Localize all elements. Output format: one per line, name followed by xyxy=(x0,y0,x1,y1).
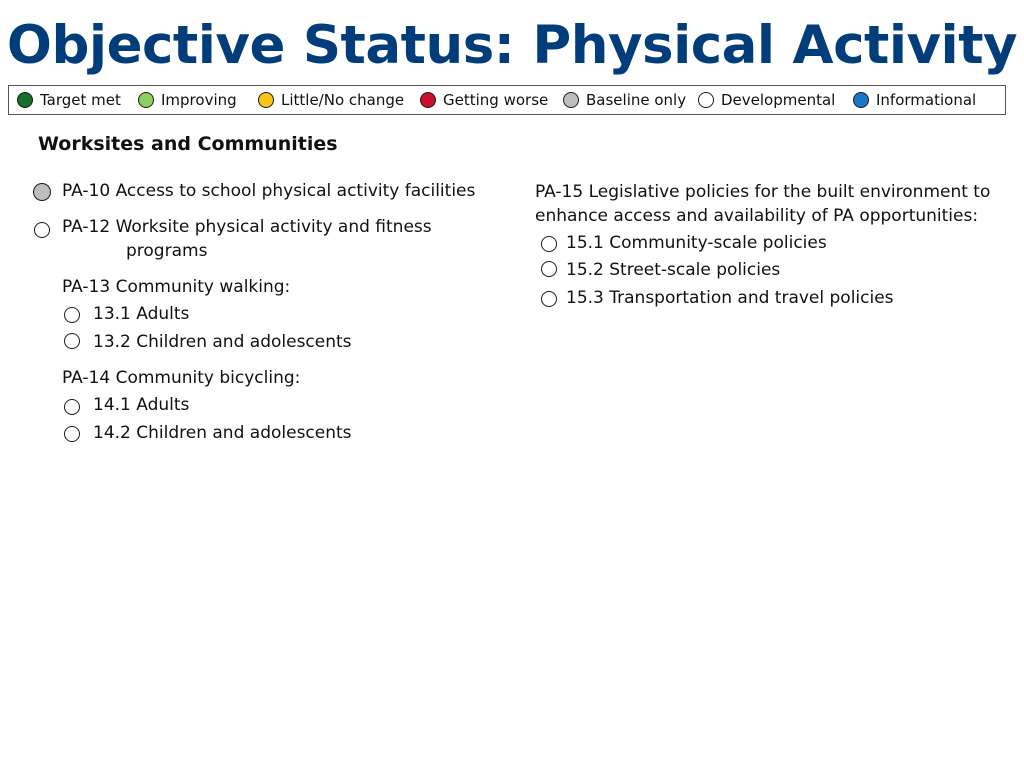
legend-label: Target met xyxy=(40,91,121,109)
objective-pa15-line1: PA-15 Legislative policies for the built environment to xyxy=(535,182,991,202)
developmental-status-icon xyxy=(64,333,80,349)
objective-14-2: 14.2 Children and adolescents xyxy=(93,423,352,443)
legend-label: Developmental xyxy=(721,91,836,109)
legend-item-target-met xyxy=(17,91,121,109)
improving-dot-icon xyxy=(138,92,154,108)
objective-pa12-line2: programs xyxy=(126,241,208,261)
objective-15-1: 15.1 Community-scale policies xyxy=(566,233,827,253)
developmental-dot-icon xyxy=(698,92,714,108)
baseline-only-status-icon xyxy=(33,183,51,201)
informational-dot-icon xyxy=(853,92,869,108)
developmental-status-icon xyxy=(541,261,557,277)
legend-label: Improving xyxy=(161,91,237,109)
status-legend xyxy=(8,85,1006,115)
legend-item-little-no-change xyxy=(258,91,404,109)
legend-item-developmental xyxy=(698,91,835,109)
little-no-change-dot-icon xyxy=(258,92,274,108)
developmental-status-icon xyxy=(64,307,80,323)
developmental-status-icon xyxy=(64,426,80,442)
objective-15-2: 15.2 Street-scale policies xyxy=(566,260,781,280)
objective-pa12-line1: PA-12 Worksite physical activity and fitness xyxy=(62,217,432,237)
legend-item-informational xyxy=(853,91,976,109)
page-title: Objective Status: Physical Activity xyxy=(6,15,1018,76)
developmental-status-icon xyxy=(541,236,557,252)
legend-label: Little/No change xyxy=(281,91,405,109)
legend-label: Informational xyxy=(876,91,977,109)
objective-pa15-line2: enhance access and availability of PA opportunities: xyxy=(535,206,979,226)
section-title: Worksites and Communities xyxy=(38,133,338,155)
getting-worse-dot-icon xyxy=(420,92,436,108)
developmental-status-icon xyxy=(64,399,80,415)
objective-pa13-heading: PA-13 Community walking: xyxy=(62,277,291,297)
objective-13-1: 13.1 Adults xyxy=(93,304,190,324)
developmental-status-icon xyxy=(34,222,50,238)
objective-pa14-heading: PA-14 Community bicycling: xyxy=(62,368,301,388)
developmental-status-icon xyxy=(541,291,557,307)
target-met-dot-icon xyxy=(17,92,33,108)
objective-15-3: 15.3 Transportation and travel policies xyxy=(566,288,894,308)
legend-label: Getting worse xyxy=(443,91,549,109)
legend-item-getting-worse xyxy=(420,91,548,109)
objective-14-1: 14.1 Adults xyxy=(93,395,190,415)
legend-label: Baseline only xyxy=(586,91,687,109)
legend-item-improving xyxy=(138,91,237,109)
objective-13-2: 13.2 Children and adolescents xyxy=(93,332,352,352)
baseline-only-dot-icon xyxy=(563,92,579,108)
legend-item-baseline-only xyxy=(563,91,686,109)
objective-pa10: PA-10 Access to school physical activity facilities xyxy=(62,181,476,201)
